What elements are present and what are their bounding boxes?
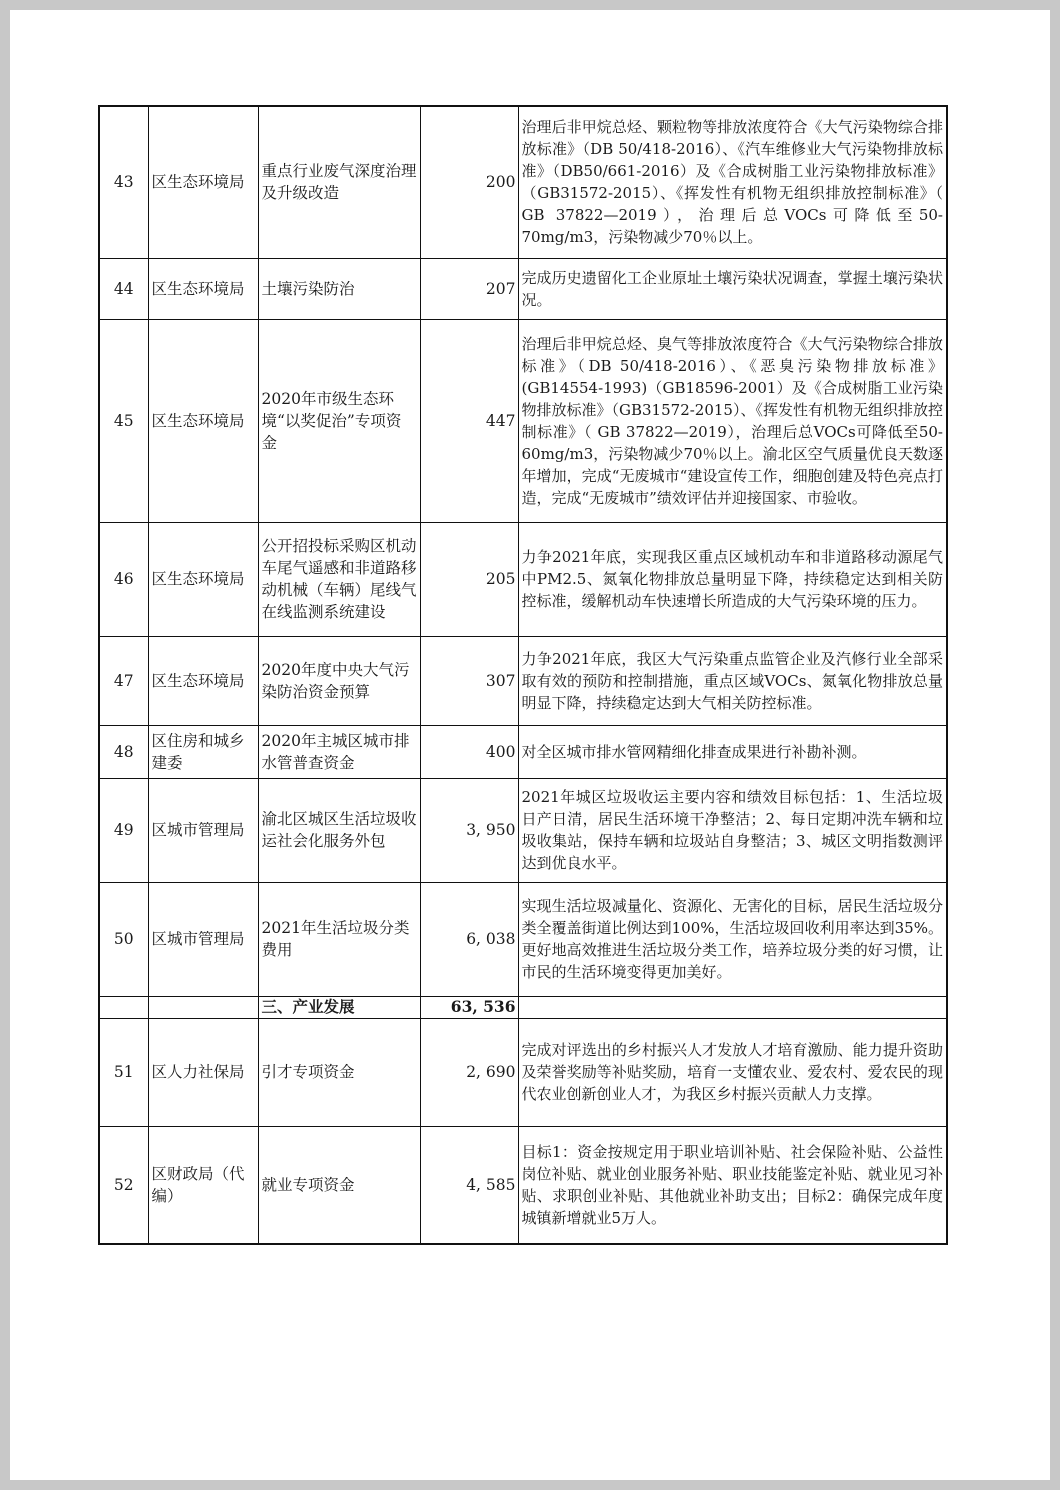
goal-cell: 治理后非甲烷总烃、颗粒物等排放浓度符合《大气污染物综合排放标准》（DB 50/418-2016）、《汽车维修业大气污染物排放标准》（DB50/661-2016）及《合成树脂工业污染物排放标准》（GB31572-2015）、《挥发性有机物无组织排放控制标准》（ GB 37822—2019），治理后总VOCs可降低至50-70mg/m3，污染物减少70％以上。 — [518, 106, 947, 258]
row-number: 52 — [99, 1126, 148, 1244]
amount-cell: 3, 950 — [420, 778, 518, 882]
project-cell: 引才专项资金 — [258, 1018, 420, 1126]
goal-cell: 治理后非甲烷总烃、臭气等排放浓度符合《大气污染物综合排放标准》（DB 50/418-2016）、《恶臭污染物排放标准》(GB14554-1993)（GB18596-2001）及《合成树脂工业污染物排放标准》（GB31572-2015）、《挥发性有机物无组织排放控制标准》（ GB 37822—2019），治理后总VOCs可降低至50-60mg/m3，污染物减少70％以上。渝北区空气质量优良天数逐年增加，完成“无废城市“建设宣传工作，细胞创建及特色亮点打造，完成“无废城市”绩效评估并迎接国家、市验收。 — [518, 319, 947, 522]
row-number: 47 — [99, 636, 148, 725]
department-cell: 区财政局（代编） — [148, 1126, 258, 1244]
section-title: 三、产业发展 — [258, 996, 420, 1018]
section-empty-cell — [99, 996, 148, 1018]
table-row — [99, 522, 947, 636]
table-row — [99, 725, 947, 778]
goal-cell: 目标1：资金按规定用于职业培训补贴、社会保险补贴、公益性岗位补贴、就业创业服务补贴、职业技能鉴定补贴、就业见习补贴、求职创业补贴、其他就业补助支出；目标2：确保完成年度城镇新增就业5万人。 — [518, 1126, 947, 1244]
section-empty-cell — [518, 996, 947, 1018]
department-cell: 区城市管理局 — [148, 778, 258, 882]
table-row — [99, 636, 947, 725]
table-row — [99, 882, 947, 996]
amount-cell: 307 — [420, 636, 518, 725]
department-cell: 区住房和城乡建委 — [148, 725, 258, 778]
department-cell: 区生态环境局 — [148, 636, 258, 725]
section-amount: 63, 536 — [420, 996, 518, 1018]
project-cell: 2021年生活垃圾分类费用 — [258, 882, 420, 996]
row-number: 43 — [99, 106, 148, 258]
amount-cell: 4, 585 — [420, 1126, 518, 1244]
row-number: 44 — [99, 258, 148, 319]
amount-cell: 400 — [420, 725, 518, 778]
project-cell: 渝北区城区生活垃圾收运社会化服务外包 — [258, 778, 420, 882]
table-row — [99, 319, 947, 522]
row-number: 48 — [99, 725, 148, 778]
amount-cell: 207 — [420, 258, 518, 319]
amount-cell: 205 — [420, 522, 518, 636]
project-cell: 2020年市级生态环境“以奖促治”专项资金 — [258, 319, 420, 522]
goal-cell: 完成历史遗留化工企业原址土壤污染状况调查，掌握土壤污染状况。 — [518, 258, 947, 319]
project-cell: 就业专项资金 — [258, 1126, 420, 1244]
project-cell: 2020年度中央大气污染防治资金预算 — [258, 636, 420, 725]
department-cell: 区生态环境局 — [148, 258, 258, 319]
department-cell: 区生态环境局 — [148, 319, 258, 522]
row-number: 50 — [99, 882, 148, 996]
amount-cell: 2, 690 — [420, 1018, 518, 1126]
goal-cell: 2021年城区垃圾收运主要内容和绩效目标包括：1、生活垃圾日产日清，居民生活环境干净整洁；2、每日定期冲洗车辆和垃圾收集站，保持车辆和垃圾站自身整洁；3、城区文明指数测评达到优良水平。 — [518, 778, 947, 882]
department-cell: 区人力社保局 — [148, 1018, 258, 1126]
department-cell: 区生态环境局 — [148, 106, 258, 258]
goal-cell: 对全区城市排水管网精细化排查成果进行补勘补测。 — [518, 725, 947, 778]
row-number: 45 — [99, 319, 148, 522]
project-cell: 重点行业废气深度治理及升级改造 — [258, 106, 420, 258]
goal-cell: 力争2021年底，实现我区重点区域机动车和非道路移动源尾气中PM2.5、氮氧化物排放总量明显下降，持续稳定达到相关防控标准，缓解机动车快速增长所造成的大气污染环境的压力。 — [518, 522, 947, 636]
goal-cell: 实现生活垃圾减量化、资源化、无害化的目标，居民生活垃圾分类全覆盖街道比例达到100%，生活垃圾回收利用率达到35%。更好地高效推进生活垃圾分类工作，培养垃圾分类的好习惯，让市民的生活环境变得更加美好。 — [518, 882, 947, 996]
table-row — [99, 778, 947, 882]
goal-cell: 力争2021年底，我区大气污染重点监管企业及汽修行业全部采取有效的预防和控制措施，重点区域VOCs、氮氧化物排放总量明显下降，持续稳定达到大气相关防控标准。 — [518, 636, 947, 725]
department-cell: 区城市管理局 — [148, 882, 258, 996]
section-row — [99, 996, 947, 1018]
amount-cell: 447 — [420, 319, 518, 522]
row-number: 46 — [99, 522, 148, 636]
table-row — [99, 258, 947, 319]
project-cell: 公开招投标采购区机动车尾气遥感和非道路移动机械（车辆）尾线气在线监测系统建设 — [258, 522, 420, 636]
table-row — [99, 1018, 947, 1126]
table-row — [99, 106, 947, 258]
project-cell: 土壤污染防治 — [258, 258, 420, 319]
row-number: 49 — [99, 778, 148, 882]
budget-table — [98, 105, 948, 1245]
department-cell: 区生态环境局 — [148, 522, 258, 636]
table-row — [99, 1126, 947, 1244]
amount-cell: 6, 038 — [420, 882, 518, 996]
row-number: 51 — [99, 1018, 148, 1126]
section-empty-cell — [148, 996, 258, 1018]
project-cell: 2020年主城区城市排水管普查资金 — [258, 725, 420, 778]
document-page — [10, 10, 1050, 1480]
amount-cell: 200 — [420, 106, 518, 258]
goal-cell: 完成对评选出的乡村振兴人才发放人才培育激励、能力提升资助及荣誉奖励等补贴奖励，培育一支懂农业、爱农村、爱农民的现代农业创新创业人才，为我区乡村振兴贡献人力支撑。 — [518, 1018, 947, 1126]
